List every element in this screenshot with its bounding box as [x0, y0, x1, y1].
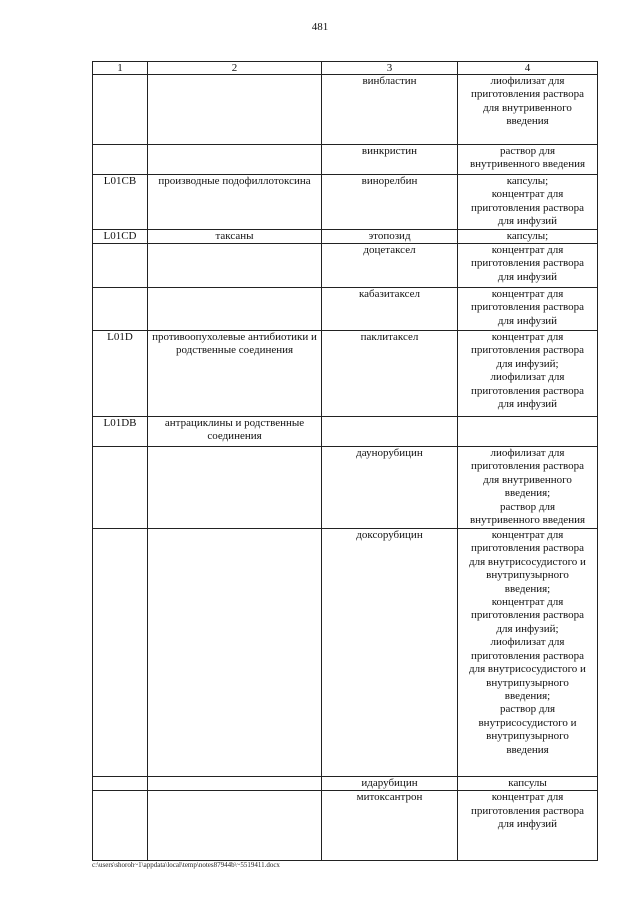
dosage-form-line: для инфузий: [497, 314, 558, 327]
drug-name-cell: винорелбин: [322, 175, 458, 230]
dosage-form-line: для внутрисосудистого и: [469, 555, 586, 568]
table-body: [93, 75, 598, 861]
dosage-form-line: для внутривенного: [483, 473, 572, 486]
table-row: [93, 777, 598, 791]
dosage-form-line: внутрисосудистого и: [478, 716, 577, 729]
group-name-cell: производные подофиллотоксина: [148, 175, 322, 230]
dosage-form-cell: [458, 75, 598, 145]
dosage-form-cell: [458, 417, 598, 447]
dosage-form-line: концентрат для: [491, 529, 564, 542]
column-header: 3: [322, 62, 458, 75]
atc-code-cell: L01CD: [93, 229, 148, 243]
group-name-cell: антрациклины и родственные соединения: [148, 417, 322, 447]
dosage-form-line: концентрат для: [491, 791, 564, 804]
dosage-form-line: внутрипузырного: [486, 676, 569, 689]
table-row: [93, 288, 598, 331]
group-name-cell: [148, 288, 322, 331]
dosage-form-line: для внутрисосудистого и: [469, 663, 586, 676]
group-name-cell: [148, 145, 322, 175]
dosage-form-cell: [458, 288, 598, 331]
group-name-cell: [148, 244, 322, 288]
dosage-form-line: приготовления раствора: [470, 384, 585, 397]
dosage-form-line: для инфузий;: [496, 622, 559, 635]
drug-name-cell: даунорубицин: [322, 447, 458, 529]
table-row: [93, 145, 598, 175]
page-number: 481: [311, 21, 329, 33]
dosage-form-line: концентрат для: [491, 331, 564, 344]
dosage-form-line: внутривенного введения: [469, 514, 586, 527]
file-path-footer: c:\users\shoroh~1\appdata\local\temp\notes87944b\~5519411.docx: [92, 861, 280, 869]
dosage-form-cell: [458, 175, 598, 230]
dosage-form-line: внутрипузырного: [486, 569, 569, 582]
group-name-cell: [148, 791, 322, 861]
dosage-form-line: лиофилизат для: [490, 636, 565, 649]
drug-name-cell: кабазитаксел: [322, 288, 458, 331]
drug-table: [92, 61, 598, 861]
drug-name-cell: [322, 417, 458, 447]
table-row: [93, 244, 598, 288]
table-row: [93, 417, 598, 447]
table-row: [93, 447, 598, 529]
dosage-form-line: приготовления раствора: [470, 88, 585, 101]
atc-code-cell: L01D: [93, 331, 148, 417]
dosage-form-line: лиофилизат для: [490, 447, 565, 460]
dosage-form-line: для инфузий: [497, 270, 558, 283]
dosage-form-cell: [458, 331, 598, 417]
dosage-form-line: для инфузий;: [496, 357, 559, 370]
atc-code-cell: [93, 777, 148, 791]
dosage-form-line: внутрипузырного: [486, 730, 569, 743]
dosage-form-line: для инфузий: [497, 398, 558, 411]
dosage-form-line: лиофилизат для: [490, 371, 565, 384]
table-header-row: [93, 62, 598, 75]
dosage-form-line: введения: [506, 743, 549, 756]
column-header: 4: [458, 62, 598, 75]
drug-name-cell: доксорубицин: [322, 529, 458, 777]
dosage-form-line: приготовления раствора: [470, 649, 585, 662]
dosage-form-cell: [458, 529, 598, 777]
dosage-form-cell: [458, 145, 598, 175]
table-row: [93, 791, 598, 861]
atc-code-cell: [93, 529, 148, 777]
dosage-form-line: капсулы;: [506, 175, 549, 187]
dosage-form-line: капсулы;: [506, 229, 549, 242]
dosage-form-line: приготовления раствора: [470, 609, 585, 622]
dosage-form-line: приготовления раствора: [470, 804, 585, 817]
table-row: [93, 229, 598, 243]
drug-name-cell: винбластин: [322, 75, 458, 145]
group-name-cell: противоопухолевые антибиотики и родственные соединения: [148, 331, 322, 417]
column-header: 1: [93, 62, 148, 75]
dosage-form-cell: [458, 244, 598, 288]
dosage-form-line: концентрат для: [491, 288, 564, 301]
dosage-form-line: приготовления раствора: [470, 201, 585, 214]
dosage-form-line: лиофилизат для: [490, 75, 565, 87]
atc-code-cell: [93, 75, 148, 145]
group-name-cell: [148, 777, 322, 791]
group-name-cell: таксаны: [148, 229, 322, 243]
dosage-form-line: приготовления раствора: [470, 460, 585, 473]
dosage-form-line: введения;: [504, 582, 551, 595]
dosage-form-line: приготовления раствора: [470, 301, 585, 314]
dosage-form-line: капсулы: [508, 777, 547, 790]
atc-code-cell: [93, 791, 148, 861]
drug-name-cell: доцетаксел: [322, 244, 458, 288]
group-name-cell: [148, 75, 322, 145]
dosage-form-line: концентрат для: [491, 596, 564, 609]
group-name-cell: [148, 529, 322, 777]
atc-code-cell: [93, 447, 148, 529]
atc-code-cell: [93, 145, 148, 175]
table-row: [93, 75, 598, 145]
table-row: [93, 175, 598, 230]
dosage-form-line: раствор для: [499, 500, 556, 513]
dosage-form-line: раствор для: [499, 145, 556, 157]
dosage-form-cell: [458, 447, 598, 529]
dosage-form-line: для инфузий: [497, 215, 558, 228]
dosage-form-line: приготовления раствора: [470, 257, 585, 270]
dosage-form-cell: [458, 777, 598, 791]
atc-code-cell: L01DB: [93, 417, 148, 447]
dosage-form-line: для инфузий: [497, 818, 558, 831]
group-name-cell: [148, 447, 322, 529]
dosage-form-line: приготовления раствора: [470, 344, 585, 357]
drug-name-cell: паклитаксел: [322, 331, 458, 417]
dosage-form-line: внутривенного введения: [469, 158, 586, 171]
drug-name-cell: этопозид: [322, 229, 458, 243]
dosage-form-line: раствор для: [499, 703, 556, 716]
atc-code-cell: L01CB: [93, 175, 148, 230]
drug-name-cell: винкристин: [322, 145, 458, 175]
dosage-form-cell: [458, 229, 598, 243]
dosage-form-line: концентрат для: [491, 244, 564, 257]
table-row: [93, 529, 598, 777]
drug-name-cell: идарубицин: [322, 777, 458, 791]
dosage-form-line: введения;: [504, 689, 551, 702]
atc-code-cell: [93, 244, 148, 288]
dosage-form-cell: [458, 791, 598, 861]
column-header: 2: [148, 62, 322, 75]
dosage-form-line: введения: [506, 115, 549, 128]
dosage-form-line: для внутривенного: [483, 101, 572, 114]
dosage-form-line: концентрат для: [491, 188, 564, 201]
dosage-form-line: приготовления раствора: [470, 542, 585, 555]
drug-name-cell: митоксантрон: [322, 791, 458, 861]
dosage-form-line: введения;: [504, 487, 551, 500]
table-row: [93, 331, 598, 417]
atc-code-cell: [93, 288, 148, 331]
